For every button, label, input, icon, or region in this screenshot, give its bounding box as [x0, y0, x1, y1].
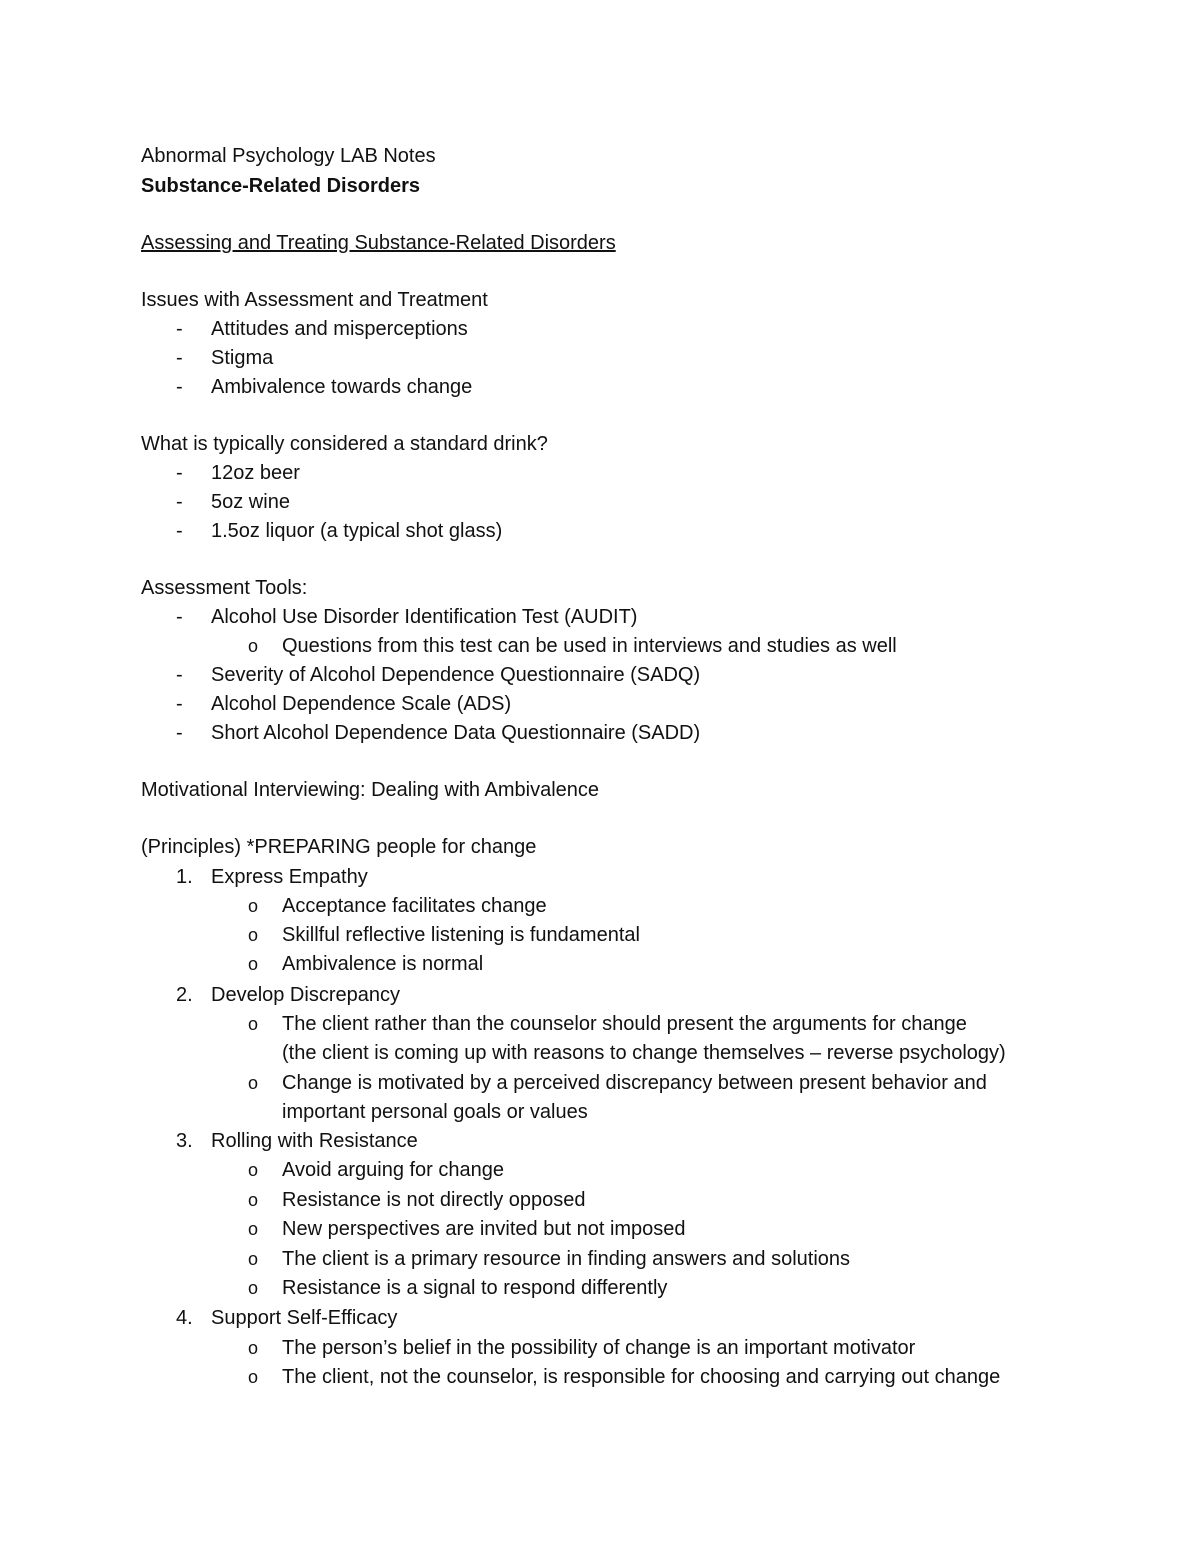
bullet-circle: o: [248, 925, 259, 945]
course-title: Abnormal Psychology LAB Notes: [141, 145, 436, 167]
list-item: Ambivalence towards change: [211, 376, 473, 398]
bullet-circle: o: [248, 1249, 259, 1269]
bullet-dash: -: [176, 664, 183, 686]
bullet-circle: o: [248, 1367, 259, 1387]
sub-list-item: The client is a primary resource in finding answers and solutions: [282, 1248, 851, 1270]
sub-list-item: Acceptance facilitates change: [282, 895, 547, 917]
bullet-circle: o: [248, 1190, 259, 1210]
bullet-dash: -: [176, 318, 183, 340]
bullet-circle: o: [248, 1219, 259, 1239]
bullet-circle: o: [248, 1073, 259, 1093]
section-title: Assessing and Treating Substance-Related Disorders: [141, 232, 616, 254]
mi-heading: Motivational Interviewing: Dealing with Ambivalence: [141, 779, 600, 801]
bullet-circle: o: [248, 1160, 259, 1180]
list-item: Alcohol Use Disorder Identification Test (AUDIT): [211, 606, 638, 628]
sub-list-item: Skillful reflective listening is fundamental: [282, 924, 640, 946]
bullet-dash: -: [176, 693, 183, 715]
sub-list-item: Avoid arguing for change: [282, 1159, 505, 1181]
list-number: 1.: [176, 866, 193, 888]
bullet-dash: -: [176, 722, 183, 744]
sub-list-item: Resistance is a signal to respond differently: [282, 1277, 668, 1299]
bullet-circle: o: [248, 1338, 259, 1358]
sub-list-item: The client, not the counselor, is responsible for choosing and carrying out change: [282, 1366, 1001, 1388]
bullet-dash: -: [176, 491, 183, 513]
bullet-circle: o: [248, 1014, 259, 1034]
standard-drink-heading: What is typically considered a standard drink?: [141, 433, 548, 455]
principle-title: Rolling with Resistance: [211, 1130, 418, 1152]
sub-list-item-continued: (the client is coming up with reasons to change themselves – reverse psychology): [282, 1042, 1006, 1064]
principle-title: Express Empathy: [211, 866, 368, 888]
list-item: 1.5oz liquor (a typical shot glass): [211, 520, 503, 542]
bullet-dash: -: [176, 347, 183, 369]
list-number: 4.: [176, 1307, 193, 1329]
bullet-circle: o: [248, 896, 259, 916]
list-item: Severity of Alcohol Dependence Questionnaire (SADQ): [211, 664, 701, 686]
bullet-dash: -: [176, 606, 183, 628]
list-item: 12oz beer: [211, 462, 300, 484]
sub-list-item: Questions from this test can be used in interviews and studies as well: [282, 635, 897, 657]
principles-heading: (Principles) *PREPARING people for change: [141, 836, 537, 858]
topic-title: Substance-Related Disorders: [141, 175, 420, 197]
list-item: Short Alcohol Dependence Data Questionnaire (SADD): [211, 722, 701, 744]
list-item: Stigma: [211, 347, 274, 369]
bullet-dash: -: [176, 520, 183, 542]
list-item: Attitudes and misperceptions: [211, 318, 468, 340]
bullet-dash: -: [176, 376, 183, 398]
principle-title: Support Self-Efficacy: [211, 1307, 398, 1329]
bullet-circle: o: [248, 636, 259, 656]
list-item: 5oz wine: [211, 491, 290, 513]
bullet-circle: o: [248, 954, 259, 974]
assessment-tools-heading: Assessment Tools:: [141, 577, 308, 599]
sub-list-item: New perspectives are invited but not imposed: [282, 1218, 686, 1240]
bullet-dash: -: [176, 462, 183, 484]
sub-list-item: The person’s belief in the possibility of change is an important motivator: [282, 1337, 916, 1359]
sub-list-item: The client rather than the counselor should present the arguments for change: [282, 1013, 967, 1035]
sub-list-item: Change is motivated by a perceived discrepancy between present behavior and: [282, 1072, 987, 1094]
list-number: 3.: [176, 1130, 193, 1152]
list-number: 2.: [176, 984, 193, 1006]
list-item: Alcohol Dependence Scale (ADS): [211, 693, 512, 715]
sub-list-item: Ambivalence is normal: [282, 953, 484, 975]
principle-title: Develop Discrepancy: [211, 984, 400, 1006]
sub-list-item-continued: important personal goals or values: [282, 1101, 588, 1123]
sub-list-item: Resistance is not directly opposed: [282, 1189, 586, 1211]
bullet-circle: o: [248, 1278, 259, 1298]
issues-heading: Issues with Assessment and Treatment: [141, 289, 488, 311]
